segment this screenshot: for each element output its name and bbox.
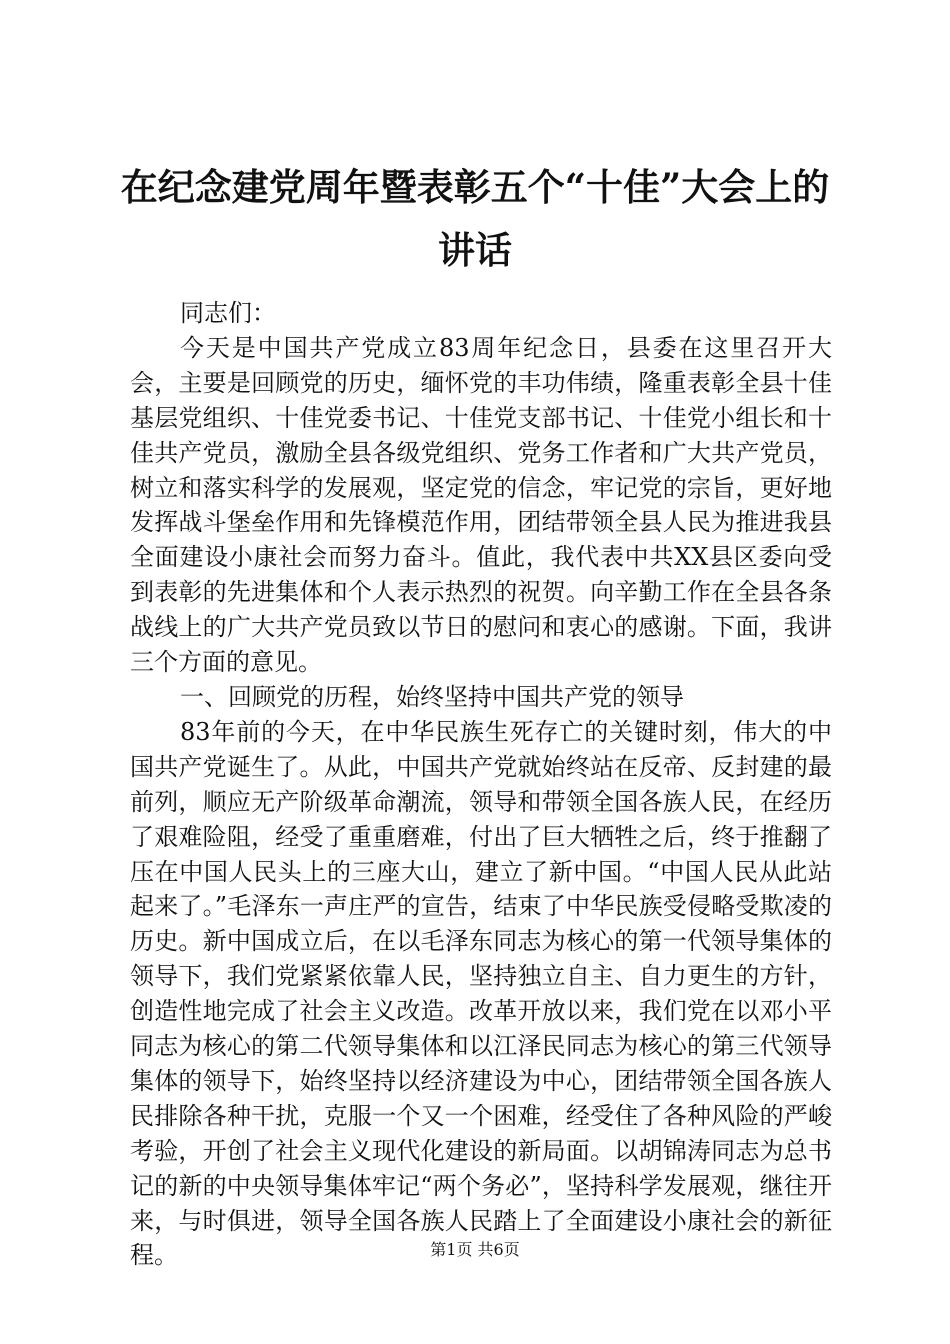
- page-number-footer: 第1页 共6页: [430, 1240, 520, 1259]
- opening-paragraph: 今天是中国共产党成立83周年纪念日，县委在这里召开大会，主要是回顾党的历史，缅怀党的丰功伟绩，隆重表彰全县十佳基层党组织、十佳党委书记、十佳党支部书记、十佳党小组长和十佳共产党员，激励全县各级党组织、党务工作者和广大共产党员，树立和落实科学的发展观，坚定党的信念，牢记党的宗旨，更好地发挥战斗堡垒作用和先锋模范作用，团结带领全县人民为推进我县全面建设小康社会而努力奋斗。值此，我代表中共XX县区委向受到表彰的先进集体和个人表示热烈的祝贺。向辛勤工作在全县各条战线上的广大共产党员致以节日的慰问和衷心的感谢。下面，我讲三个方面的意见。: [130, 333, 832, 677]
- salutation: 同志们：: [180, 299, 276, 327]
- history-paragraph: 83年前的今天，在中华民族生死存亡的关键时刻，伟大的中国共产党诞生了。从此，中国共产党就始终站在反帝、反封建的最前列，顺应无产阶级革命潮流，领导和带领全国各族人民，在经历了艰难险阻，经受了重重磨难，付出了巨大牺牲之后，终于推翻了压在中国人民头上的三座大山，建立了新中国。“中国人民从此站起来了。”毛泽东一声庄严的宣告，结束了中华民族受侵略受欺凌的历史。新中国成立后，在以毛泽东同志为核心的第一代领导集体的领导下，我们党紧紧依靠人民，坚持独立自主、自力更生的方针，创造性地完成了社会主义改造。改革开放以来，我们党在以邓小平同志为核心的第二代领导集体和以江泽民同志为核心的第三代领导集体的领导下，始终坚持以经济建设为中心，团结带领全国各族人民排除各种干扰，克服一个又一个困难，经受住了各种风险的严峻考验，开创了社会主义现代化建设的新局面。以胡锦涛同志为总书记的新的中央领导集体牢记“两个务必”，坚持科学发展观，继往开来，与时俱进，领导全国各族人民踏上了全面建设小康社会的新征程。: [130, 717, 832, 1270]
- document-body: [130, 296, 832, 1273]
- section-heading-1: 一、回顾党的历程，始终坚持中国共产党的领导: [180, 682, 684, 711]
- document-title: 在纪念建党周年暨表彰五个“十佳”大会上的讲话: [120, 165, 830, 272]
